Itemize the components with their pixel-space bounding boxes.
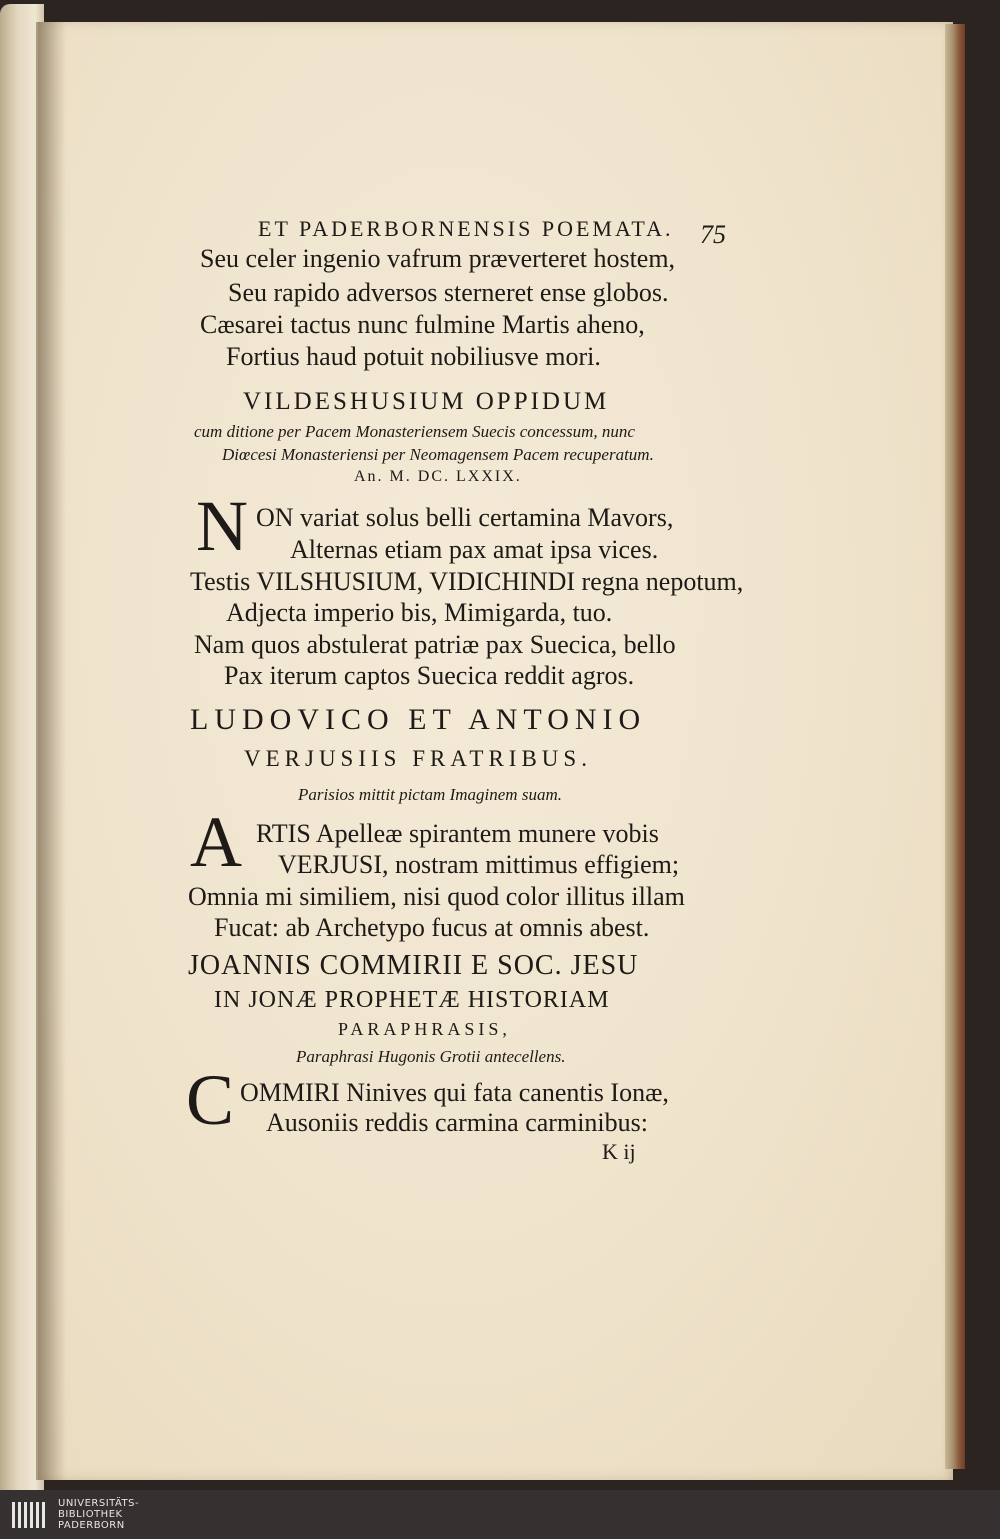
section1-line: Alternas etiam pax amat ipsa vices. <box>290 535 659 564</box>
section1-subtitle: cum ditione per Pacem Monasteriensem Suecis concessum, nunc <box>194 422 635 441</box>
section2-heading: VERJUSIIS FRATRIBUS. <box>244 746 592 771</box>
section1-line: ON variat solus belli certamina Mavors, <box>256 503 674 532</box>
section1-line: Testis VILSHUSIUM, VIDICHINDI regna nepotum, <box>190 567 744 596</box>
section2-line: Fucat: ab Archetypo fucus at omnis abest. <box>214 913 650 942</box>
library-logo-icon <box>10 1498 50 1532</box>
drop-cap: N <box>196 486 248 566</box>
drop-cap: C <box>186 1060 235 1140</box>
catchword: K ij <box>602 1139 636 1164</box>
logo-text: PADERBORN <box>58 1520 125 1531</box>
page-number: 75 <box>700 220 726 249</box>
section2-line: RTIS Apelleæ spirantem munere vobis <box>256 819 659 848</box>
drop-cap: A <box>190 802 242 882</box>
poem1-line: Seu rapido adversos sterneret ense globos. <box>228 278 669 307</box>
section2-heading: LUDOVICO ET ANTONIO <box>190 703 647 736</box>
section3-heading: IN JONÆ PROPHETÆ HISTORIAM <box>214 987 610 1013</box>
section1-date: An. M. DC. LXXIX. <box>354 468 522 485</box>
logo-text: BIBLIOTHEK <box>58 1509 123 1520</box>
section3-heading: JOANNIS COMMIRII E SOC. JESU <box>188 950 639 981</box>
poem1-line: Seu celer ingenio vafrum præverteret hostem, <box>200 244 676 273</box>
section2-subtitle: Parisios mittit pictam Imaginem suam. <box>298 785 562 804</box>
poem1-line: Cæsarei tactus nunc fulmine Martis aheno, <box>200 310 645 339</box>
section1-subtitle: Diœcesi Monasteriensi per Neomagensem Pacem recuperatum. <box>222 445 654 464</box>
section2-line: VERJUSI, nostram mittimus effigiem; <box>278 850 680 879</box>
section3-line: Ausoniis reddis carmina carminibus: <box>266 1108 648 1137</box>
section1-heading: VILDESHUSIUM OPPIDUM <box>243 388 610 415</box>
section3-line: OMMIRI Ninives qui fata canentis Ionæ, <box>240 1078 669 1107</box>
library-footer <box>0 1490 1000 1539</box>
logo-text: UNIVERSITÄTS- <box>58 1498 140 1509</box>
section3-heading: PARAPHRASIS, <box>338 1019 511 1039</box>
section1-line: Adjecta imperio bis, Mimigarda, tuo. <box>226 598 613 627</box>
section1-line: Pax iterum captos Suecica reddit agros. <box>224 661 635 690</box>
running-head-title: ET PADERBORNENSIS POEMATA. <box>258 216 674 241</box>
section1-line: Nam quos abstulerat patriæ pax Suecica, bello <box>194 630 676 659</box>
section3-subtitle: Paraphrasi Hugonis Grotii antecellens. <box>296 1047 566 1066</box>
poem1-line: Fortius haud potuit nobiliusve mori. <box>226 342 601 371</box>
section2-line: Omnia mi similiem, nisi quod color illitus illam <box>188 882 685 911</box>
